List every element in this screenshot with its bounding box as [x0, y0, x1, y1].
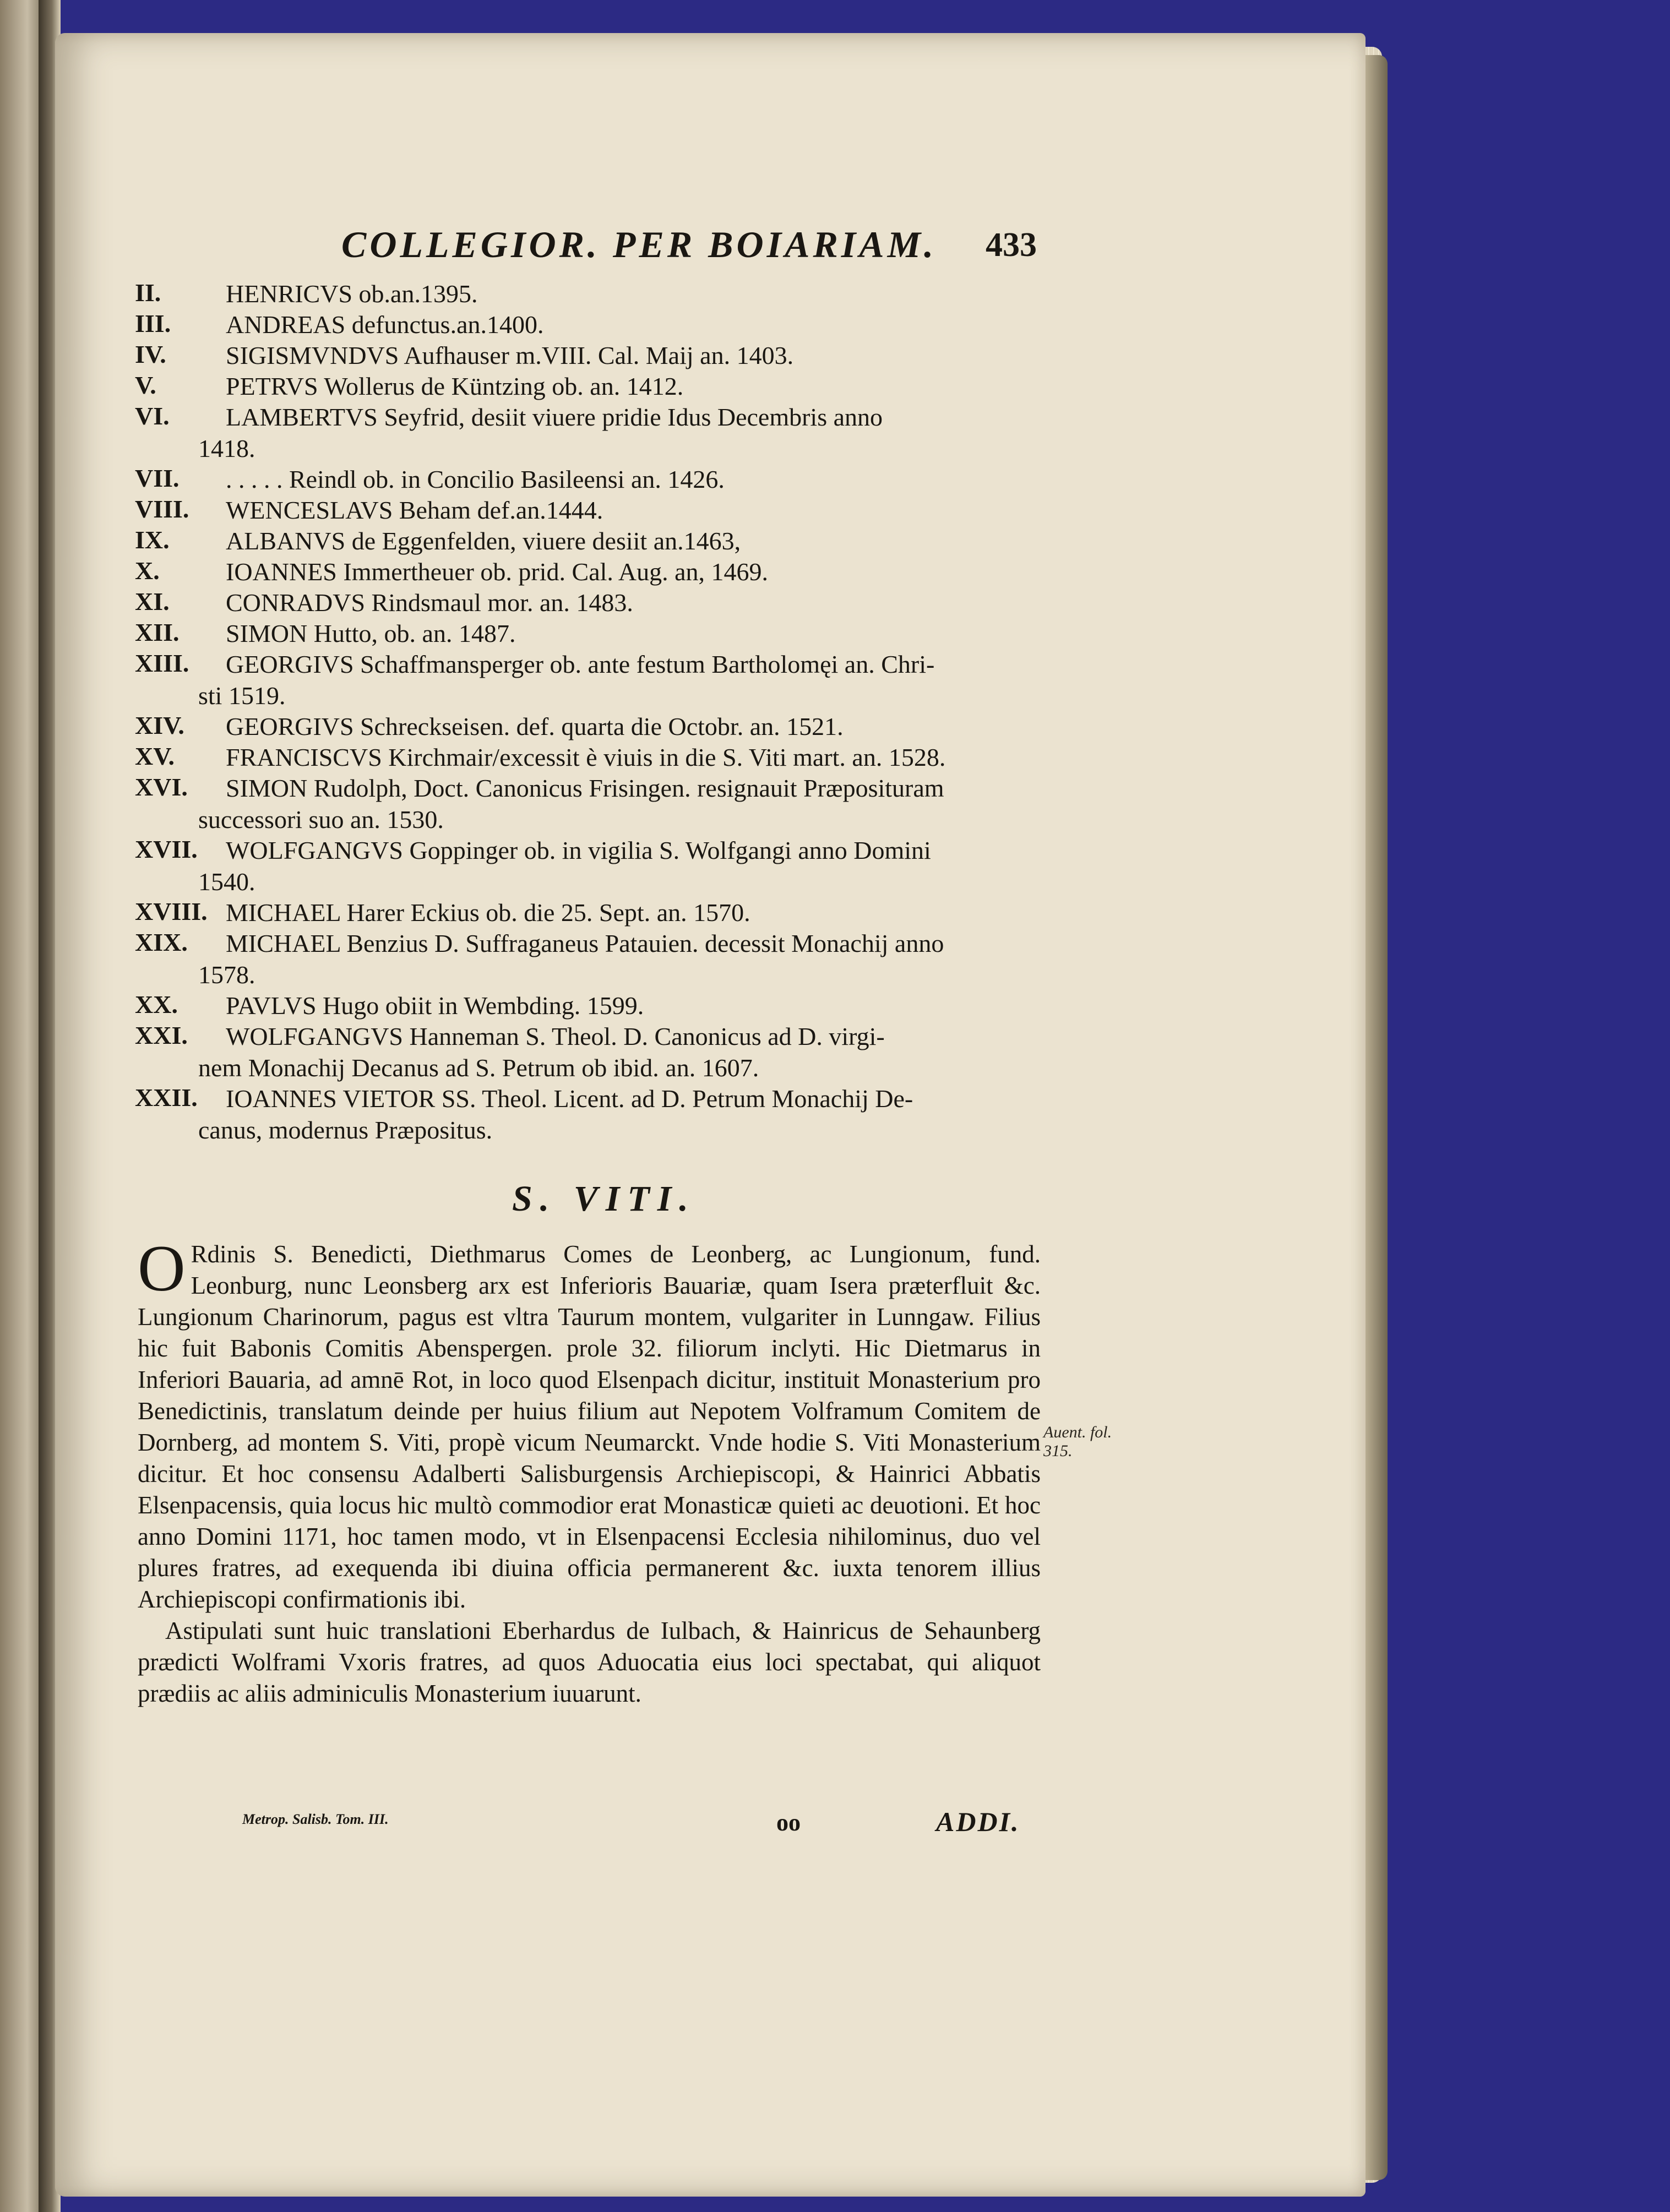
- signature-mark: oo: [776, 1809, 801, 1836]
- entry-text: [198, 649, 1046, 711]
- entry-text: SIGISMVNDVS Aufhauser m.VIII. Cal. Maij an. 1403.: [226, 341, 794, 369]
- entry-number: III.: [135, 309, 171, 337]
- paragraph-text: Rdinis S. Benedicti, Diethmarus Comes de Leonberg, ac Lungionum, fund. Leonburg, nunc Leonsberg arx est Inferioris Bauariæ, quam Isera præterfluit &c. Lungionum Charinorum, pagus est vltra Taurum montem, vulgariter in Lunngaw. Filius hic fuit Babonis Comitis Abenspergen. prole 32. filiorum inclyti. Hic Dietmarus in Inferiori Bauaria, ad amnē Rot, in loco quod Elsenpach dicitur, instituit Monasterium pro Benedictinis, translatum deinde per huius filium aut Nepotem Volframum Comitem de Dornberg, ad montem S. Viti, propè vicum Neumarckt. Vnde hodie S. Viti Monasterium dicitur. Et hoc consensu Adalberti Salisburgensis Archiepiscopi, & Hainrici Abbatis Elsenpacensis, quia locus hic multò commodior erat Monasticæ quieti ac deuotioni. Et hoc anno Domini 1171, hoc tamen modo, vt in Elsenpacensi Ecclesia nihilominus, duo vel plures fratres, ad exequenda ibi diuina officia permanerent &c. iuxta tenorem illius Archiepiscopi confirmationis ibi.: [138, 1240, 1041, 1613]
- list-item: [0, 990, 1670, 1021]
- list-item: [0, 371, 1670, 401]
- entry-text: ALBANVS de Eggenfelden, viuere desiit an.1463,: [226, 527, 741, 555]
- paragraph: Astipulati sunt huic translationi Eberhardus de Iulbach, & Hainricus de Sehaunberg prædicti Wolframi Vxoris fratres, ad quos Aduocatia eius loci spectabat, qui aliquot prædiis ac aliis adminiculis Monasterium iuuarunt.: [138, 1617, 1041, 1707]
- list-item: [0, 340, 1670, 371]
- entry-number: VII.: [135, 464, 179, 492]
- entry-number: XVI.: [135, 773, 188, 801]
- entry-number: XXI.: [135, 1021, 188, 1049]
- marginal-note: [1043, 1423, 1120, 1461]
- catchword: ADDI.: [936, 1806, 1020, 1837]
- list-item: [0, 649, 1670, 711]
- entry-number: XIII.: [135, 649, 189, 677]
- entry-number: XIX.: [135, 928, 188, 956]
- entry-line-continued: successori suo an. 1530.: [198, 805, 444, 833]
- entry-text: HENRICVS ob.an.1395.: [226, 280, 478, 308]
- entry-number: IV.: [135, 340, 166, 368]
- entry-text: [198, 835, 1046, 897]
- section-title: S. VITI.: [512, 1179, 696, 1219]
- entry-text: [198, 1083, 1046, 1146]
- entry-text: SIMON Hutto, ob. an. 1487.: [226, 619, 516, 647]
- list-item: [0, 711, 1670, 742]
- list-item: [0, 618, 1670, 649]
- entry-line: GEORGIVS Schaffmansperger ob. ante festum Bartholomęi an. Chri-: [226, 650, 935, 678]
- entry-number: V.: [135, 371, 156, 399]
- entry-line-continued: canus, modernus Præpositus.: [198, 1116, 493, 1144]
- entry-line-continued: sti 1519.: [198, 682, 286, 710]
- entry-text: [198, 772, 1046, 835]
- entry-text: . . . . . Reindl ob. in Concilio Basileensi an. 1426.: [226, 465, 725, 493]
- entry-text: PAVLVS Hugo obiit in Wembding. 1599.: [226, 991, 644, 1020]
- entry-text: CONRADVS Rindsmaul mor. an. 1483.: [226, 589, 633, 617]
- entry-number: XVII.: [135, 835, 198, 863]
- paragraph: [138, 1232, 1041, 1615]
- marginal-note-line: 315.: [1043, 1442, 1073, 1460]
- entry-text: MICHAEL Harer Eckius ob. die 25. Sept. an. 1570.: [226, 898, 750, 927]
- list-item: [0, 1021, 1670, 1083]
- list-item: [0, 742, 1670, 772]
- list-item: [0, 1083, 1670, 1145]
- entry-line: WOLFGANGVS Hanneman S. Theol. D. Canonicus ad D. virgi-: [226, 1022, 885, 1050]
- entry-number: XX.: [135, 990, 178, 1018]
- entry-text: FRANCISCVS Kirchmair/excessit è viuis in die S. Viti mart. an. 1528.: [226, 743, 946, 771]
- entry-number: II.: [135, 279, 161, 307]
- entry-number: XV.: [135, 742, 175, 770]
- entry-text: GEORGIVS Schreckseisen. def. quarta die Octobr. an. 1521.: [226, 712, 844, 740]
- entry-text: [198, 1021, 1046, 1083]
- entry-line-continued: 1418.: [198, 434, 255, 462]
- running-title: COLLEGIOR. PER BOIARIAM.: [341, 224, 937, 265]
- entry-line-continued: 1540.: [198, 868, 255, 896]
- list-item: [0, 835, 1670, 897]
- provost-list: [0, 278, 1670, 1145]
- entry-number: VI.: [135, 402, 170, 430]
- list-item: [0, 587, 1670, 618]
- marginal-note-line: Auent. fol.: [1043, 1423, 1112, 1441]
- entry-text: ANDREAS defunctus.an.1400.: [226, 310, 544, 339]
- list-item: [0, 309, 1670, 340]
- list-item: [0, 464, 1670, 494]
- footer-reference: Metrop. Salisb. Tom. III.: [242, 1811, 389, 1827]
- list-item: [0, 278, 1670, 309]
- page-header: [0, 223, 1670, 278]
- list-item: [0, 928, 1670, 990]
- list-item: [0, 525, 1670, 556]
- list-item: [0, 556, 1670, 587]
- entry-line: IOANNES VIETOR SS. Theol. Licent. ad D. Petrum Monachij De-: [226, 1085, 913, 1113]
- drop-cap: O: [138, 1232, 186, 1305]
- entry-text: IOANNES Immertheuer ob. prid. Cal. Aug. an, 1469.: [226, 558, 769, 586]
- body-text: [138, 1232, 1041, 1709]
- entry-number: XI.: [135, 587, 170, 615]
- entry-text: PETRVS Wollerus de Küntzing ob. an. 1412.: [226, 372, 684, 400]
- entry-line: SIMON Rudolph, Doct. Canonicus Frisingen. resignauit Præposituram: [226, 774, 944, 802]
- entry-line-continued: 1578.: [198, 961, 255, 989]
- entry-line: WOLFGANGVS Goppinger ob. in vigilia S. Wolfgangi anno Domini: [226, 836, 931, 864]
- entry-number: XIV.: [135, 711, 184, 739]
- entry-number: X.: [135, 557, 160, 585]
- entry-number: VIII.: [135, 495, 189, 523]
- entry-line-continued: nem Monachij Decanus ad S. Petrum ob ibid. an. 1607.: [198, 1054, 759, 1082]
- entry-number: IX.: [135, 526, 170, 554]
- entry-text: [198, 928, 1046, 990]
- entry-number: XXII.: [135, 1083, 198, 1112]
- entry-number: XVIII.: [135, 897, 208, 925]
- entry-text: WENCESLAVS Beham def.an.1444.: [226, 496, 603, 524]
- entry-line: MICHAEL Benzius D. Suffraganeus Patauien. decessit Monachij anno: [226, 929, 944, 957]
- entry-line: LAMBERTVS Seyfrid, desiit viuere pridie Idus Decembris anno: [226, 403, 883, 431]
- list-item: [0, 897, 1670, 928]
- page-number: 433: [986, 226, 1037, 264]
- list-item: [0, 401, 1670, 464]
- list-item: [0, 772, 1670, 835]
- entry-text: [198, 401, 1046, 464]
- list-item: [0, 494, 1670, 525]
- entry-number: XII.: [135, 618, 179, 646]
